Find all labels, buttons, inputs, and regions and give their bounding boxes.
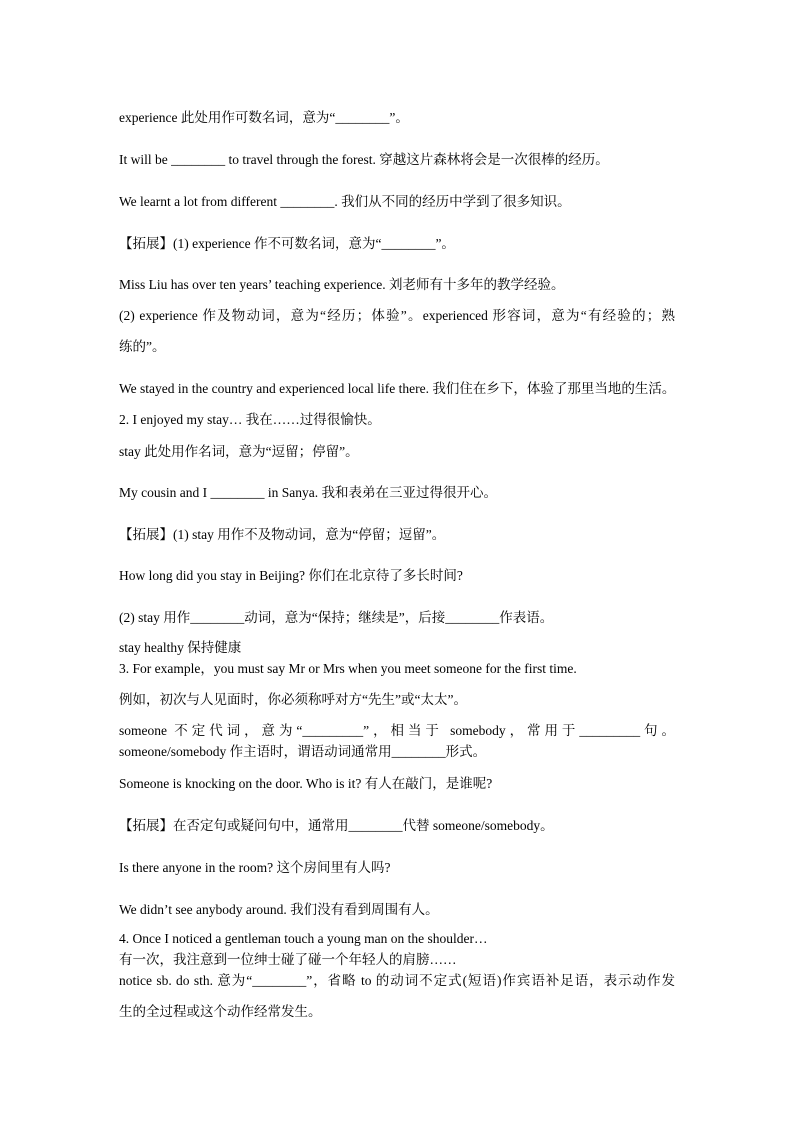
text-line-9: 2. I enjoyed my stay… 我在……过得很愉快。 <box>119 412 381 427</box>
text-line-21: 【拓展】在否定句或疑问句中，通常用________代替 someone/somebody。 <box>119 818 554 833</box>
text-line-24: 4. Once I noticed a gentleman touch a young man on the shoulder… <box>119 931 488 946</box>
text-line-1: experience 此处用作可数名词，意为“________”。 <box>119 110 409 125</box>
text-line-18: someone 不定代词，意为“_________”，相当于 somebody，常用于_________句。 <box>119 723 675 738</box>
text-line-5: Miss Liu has over ten years’ teaching experience. 刘老师有十多年的教学经验。 <box>119 277 565 292</box>
text-line-6: (2) experience 作及物动词，意为“经历；体验”。experienced 形容词，意为“有经验的；熟 <box>119 308 675 323</box>
text-line-22: Is there anyone in the room? 这个房间里有人吗? <box>119 860 391 875</box>
text-line-11: My cousin and I ________ in Sanya. 我和表弟在三亚过得很开心。 <box>119 485 497 500</box>
text-line-16: 3. For example，you must say Mr or Mrs when you meet someone for the first time. <box>119 661 577 676</box>
text-line-12: 【拓展】(1) stay 用作不及物动词，意为“停留；逗留”。 <box>119 527 446 542</box>
text-line-26: notice sb. do sth. 意为“________”，省略 to 的动词不定式(短语)作宾语补足语，表示动作发 <box>119 973 675 988</box>
text-line-25: 有一次，我注意到一位绅士碰了碰一个年轻人的肩膀…… <box>119 952 457 967</box>
text-line-14: (2) stay 用作________动词，意为“保持；继续是”，后接________作表语。 <box>119 610 554 625</box>
text-line-19: someone/somebody 作主语时，谓语动词通常用________形式。 <box>119 744 487 759</box>
text-line-8: We stayed in the country and experienced local life there. 我们住在乡下，体验了那里当地的生活。 <box>119 381 676 396</box>
text-line-20: Someone is knocking on the door. Who is it? 有人在敲门，是谁呢? <box>119 776 493 791</box>
text-line-2: It will be ________ to travel through the forest. 穿越这片森林将会是一次很棒的经历。 <box>119 152 609 167</box>
text-line-23: We didn’t see anybody around. 我们没有看到周围有人。 <box>119 902 439 917</box>
text-line-27: 生的全过程或这个动作经常发生。 <box>119 1004 322 1019</box>
text-line-17: 例如，初次与人见面时，你必须称呼对方“先生”或“太太”。 <box>119 692 467 707</box>
text-line-7: 练的”。 <box>119 339 166 354</box>
text-line-15: stay healthy 保持健康 <box>119 640 242 655</box>
text-line-3: We learnt a lot from different ________. 我们从不同的经历中学到了很多知识。 <box>119 194 571 209</box>
text-line-4: 【拓展】(1) experience 作不可数名词，意为“________”。 <box>119 236 455 251</box>
text-line-10: stay 此处用作名词，意为“逗留；停留”。 <box>119 444 359 459</box>
text-line-13: How long did you stay in Beijing? 你们在北京待了多长时间? <box>119 568 463 583</box>
